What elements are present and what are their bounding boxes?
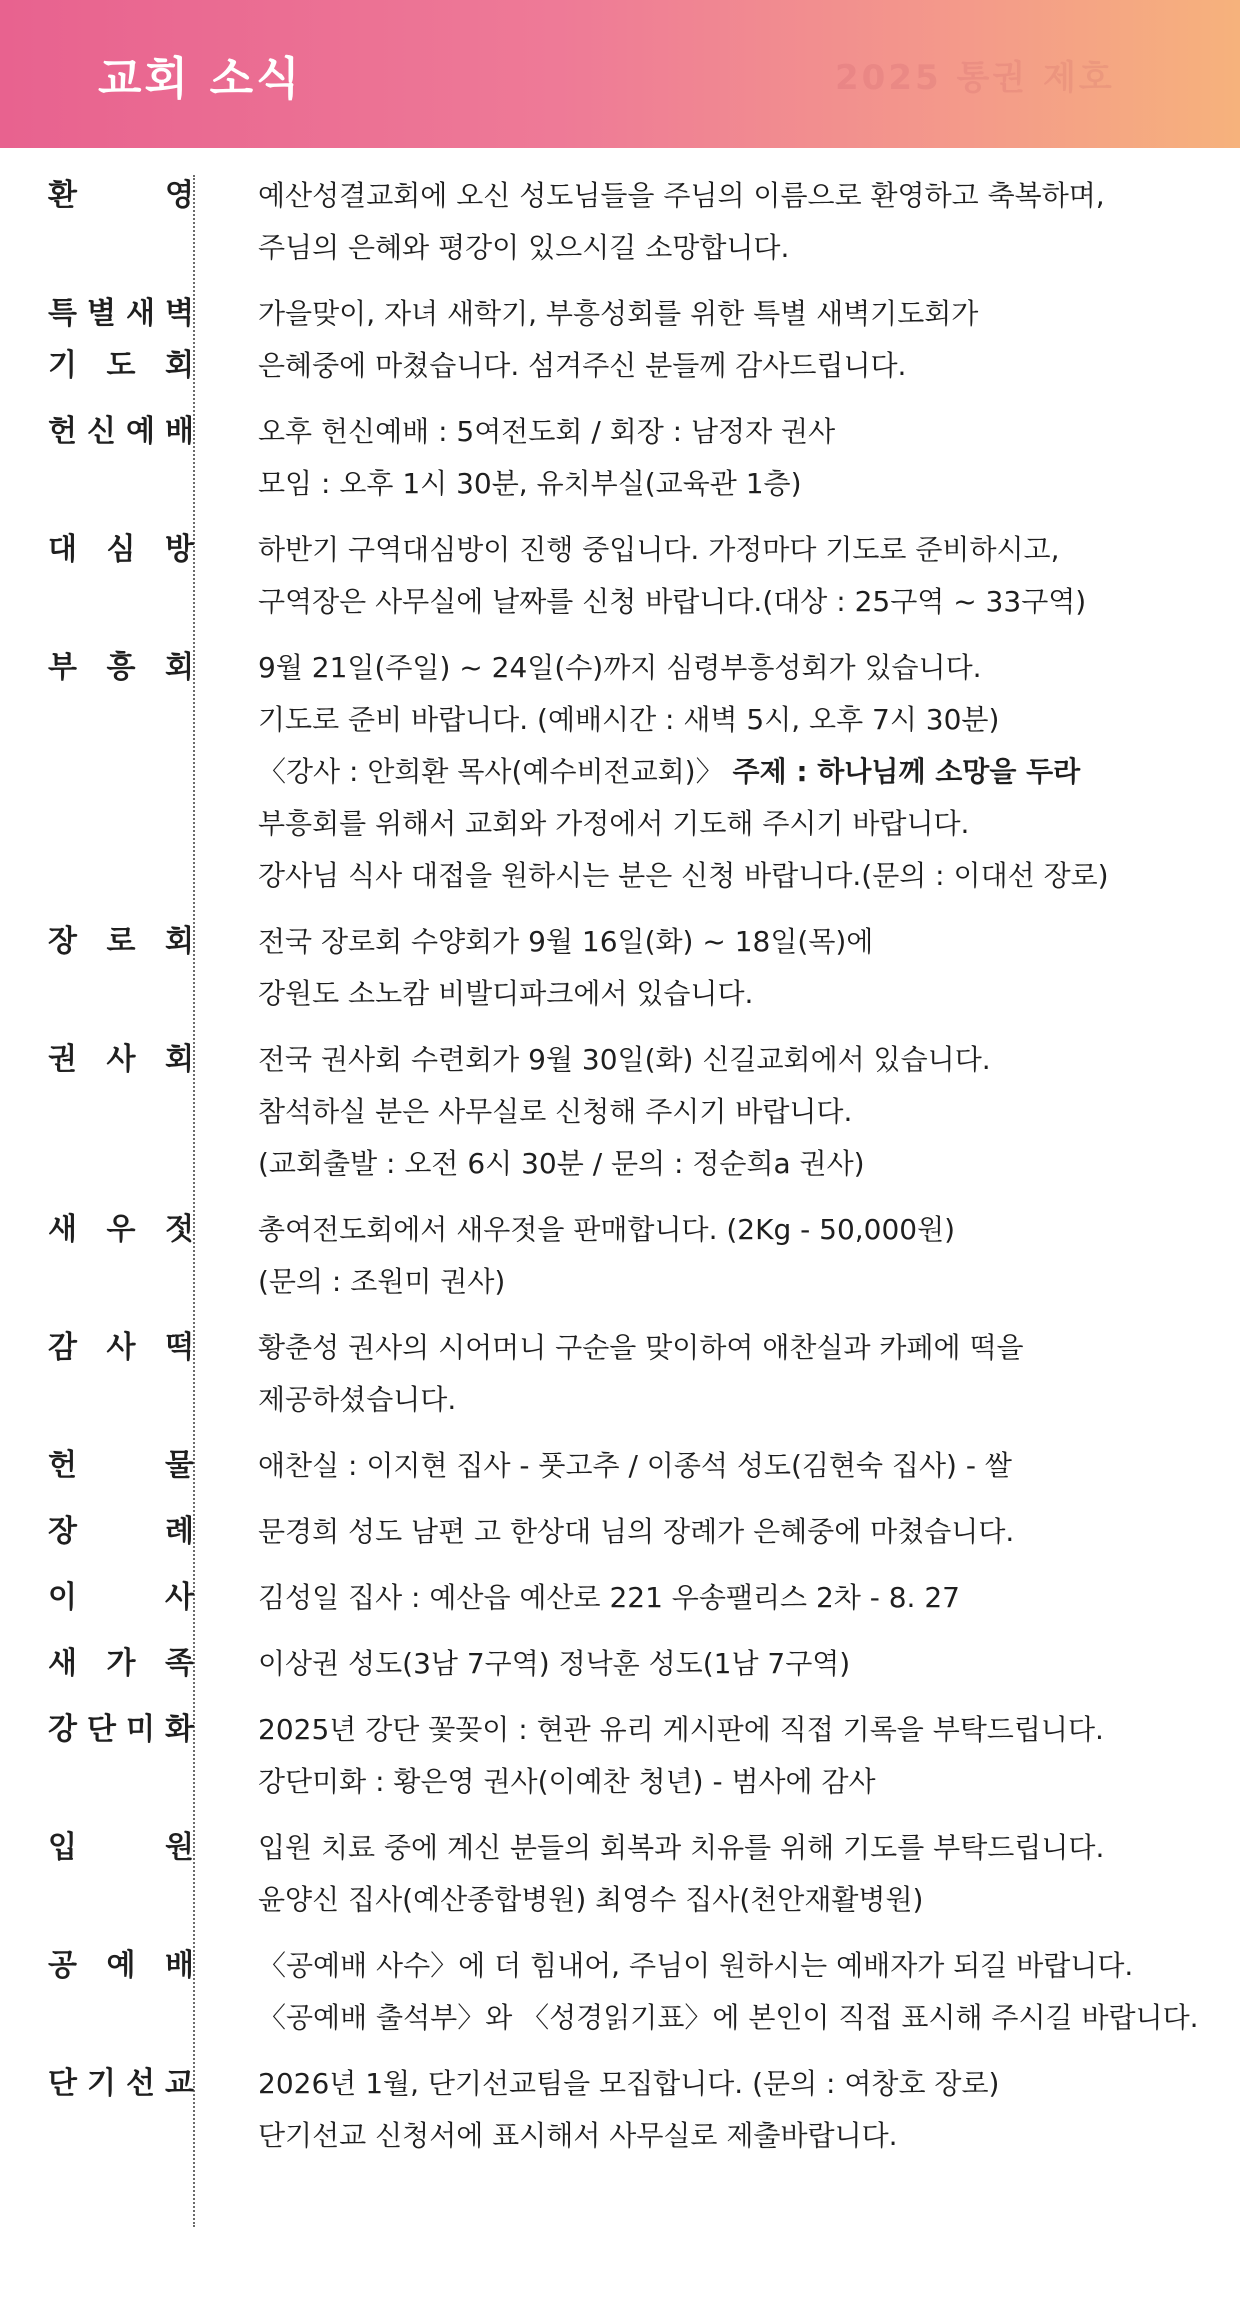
section-line: 참석하실 분은 사무실로 신청해 주시기 바랍니다. bbox=[258, 1095, 853, 1128]
label-char: 벽 bbox=[165, 296, 194, 331]
section-dedication-service bbox=[0, 406, 1240, 510]
label-char: 사 bbox=[106, 1330, 136, 1365]
section-line: 모임 : 오후 1시 30분, 유치부실(교육관 1층) bbox=[258, 467, 802, 500]
label-char: 족 bbox=[165, 1646, 194, 1681]
label-char: 권 bbox=[48, 1042, 77, 1077]
label-char: 예 bbox=[126, 414, 155, 449]
section-salted-shrimp bbox=[0, 1204, 1240, 1308]
label-char: 부 bbox=[48, 650, 77, 685]
label-char: 화 bbox=[165, 1712, 194, 1747]
label-char: 단 bbox=[48, 2066, 77, 2101]
section-body bbox=[258, 1204, 1218, 1308]
section-label bbox=[48, 2058, 194, 2162]
section-line: 황춘성 권사의 시어머니 구순을 맞이하여 애찬실과 카페에 떡을 bbox=[258, 1331, 1024, 1364]
section-label bbox=[48, 524, 194, 628]
section-label bbox=[48, 1704, 194, 1808]
section-offerings-in-kind bbox=[0, 1440, 1240, 1492]
section-line: 2025년 강단 꽃꽂이 : 현관 유리 게시판에 직접 기록을 부탁드립니다. bbox=[258, 1713, 1104, 1746]
header-watermark: 2025 통권 제호 bbox=[835, 58, 1115, 98]
section-line: 윤양신 집사(예산종합병원) 최영수 집사(천안재활병원) bbox=[258, 1883, 924, 1916]
section-label bbox=[48, 642, 194, 902]
label-char: 강 bbox=[48, 1712, 77, 1747]
label-char: 새 bbox=[126, 296, 155, 331]
page-title: 교회 소식 bbox=[98, 52, 303, 105]
label-char: 사 bbox=[106, 1042, 136, 1077]
label-char: 흥 bbox=[106, 650, 136, 685]
label-char: 헌 bbox=[48, 1448, 77, 1483]
section-line: 강단미화 : 황은영 권사(이예찬 청년) - 범사에 감사 bbox=[258, 1765, 876, 1798]
section-line bbox=[258, 746, 1218, 798]
section-body bbox=[258, 288, 1218, 392]
section-body bbox=[258, 916, 1218, 1020]
label-char: 사 bbox=[165, 1580, 194, 1615]
section-line: 강사님 식사 대접을 원하시는 분은 신청 바랍니다.(문의 : 이대선 장로) bbox=[258, 859, 1109, 892]
section-public-worship bbox=[0, 1940, 1240, 2044]
section-body bbox=[258, 2058, 1218, 2162]
label-char: 입 bbox=[48, 1830, 77, 1865]
section-line: 총여전도회에서 새우젓을 판매합니다. (2Kg - 50,000원) bbox=[258, 1213, 956, 1246]
label-char: 이 bbox=[48, 1580, 77, 1615]
section-line: 은혜중에 마쳤습니다. 섬겨주신 분들께 감사드립니다. bbox=[258, 349, 907, 382]
section-line: 〈공예배 사수〉에 더 힘내어, 주님이 원하시는 예배자가 되길 바랍니다. bbox=[258, 1949, 1134, 1982]
label-char: 배 bbox=[165, 1948, 194, 1983]
section-short-term-mission bbox=[0, 2058, 1240, 2162]
section-body bbox=[258, 406, 1218, 510]
label-char: 회 bbox=[165, 650, 194, 685]
section-line: 예산성결교회에 오신 성도님들을 주님의 이름으로 환영하고 축복하며, bbox=[258, 179, 1105, 212]
label-char: 새 bbox=[48, 1212, 77, 1247]
section-label bbox=[48, 406, 194, 510]
section-label bbox=[48, 1572, 194, 1624]
label-char: 예 bbox=[106, 1948, 136, 1983]
label-char: 방 bbox=[165, 532, 194, 567]
section-line: 기도로 준비 바랍니다. (예배시간 : 새벽 5시, 오후 7시 30분) bbox=[258, 703, 1000, 736]
section-body bbox=[258, 524, 1218, 628]
label-char: 신 bbox=[87, 414, 116, 449]
label-char: 회 bbox=[165, 1042, 194, 1077]
label-char: 젓 bbox=[165, 1212, 194, 1247]
speaker-text: 〈강사 : 안희환 목사(예수비전교회)〉 bbox=[258, 755, 733, 788]
section-deaconess-association bbox=[0, 1034, 1240, 1190]
label-char: 물 bbox=[165, 1448, 194, 1483]
section-new-family bbox=[0, 1638, 1240, 1690]
section-pastoral-visit bbox=[0, 524, 1240, 628]
label-char: 새 bbox=[48, 1646, 77, 1681]
section-body bbox=[258, 1704, 1218, 1808]
label-char: 떡 bbox=[165, 1330, 194, 1365]
section-label bbox=[48, 1506, 194, 1558]
label-char: 배 bbox=[165, 414, 194, 449]
label-char: 기 bbox=[48, 348, 77, 383]
announcement-list bbox=[0, 170, 1240, 2162]
section-body bbox=[258, 1572, 1218, 1624]
section-label bbox=[48, 288, 194, 392]
revival-theme: 주제 : 하나님께 소망을 두라 bbox=[732, 755, 1081, 788]
section-altar-flowers bbox=[0, 1704, 1240, 1808]
label-char: 별 bbox=[87, 296, 116, 331]
section-elders-association bbox=[0, 916, 1240, 1020]
section-revival-meeting bbox=[0, 642, 1240, 902]
label-char: 장 bbox=[48, 924, 77, 959]
label-char: 단 bbox=[87, 1712, 116, 1747]
section-line: 제공하셨습니다. bbox=[258, 1383, 457, 1416]
section-line: 오후 헌신예배 : 5여전도회 / 회장 : 남정자 권사 bbox=[258, 415, 836, 448]
section-hospitalized bbox=[0, 1822, 1240, 1926]
label-char: 로 bbox=[106, 924, 136, 959]
section-label bbox=[48, 916, 194, 1020]
section-label bbox=[48, 1034, 194, 1190]
section-line: 2026년 1월, 단기선교팀을 모집합니다. (문의 : 여창호 장로) bbox=[258, 2067, 1000, 2100]
section-line: 단기선교 신청서에 표시해서 사무실로 제출바랍니다. bbox=[258, 2119, 898, 2152]
label-char: 헌 bbox=[48, 414, 77, 449]
section-body bbox=[258, 1940, 1218, 2044]
section-line: (교회출발 : 오전 6시 30분 / 문의 : 정순희a 권사) bbox=[258, 1147, 865, 1180]
section-body bbox=[258, 1440, 1218, 1492]
section-line: 9월 21일(주일) ~ 24일(수)까지 심령부흥성회가 있습니다. bbox=[258, 651, 982, 684]
section-label bbox=[48, 1940, 194, 2044]
label-char: 가 bbox=[106, 1646, 136, 1681]
section-line: 입원 치료 중에 계신 분들의 회복과 치유를 위해 기도를 부탁드립니다. bbox=[258, 1831, 1105, 1864]
section-line: (문의 : 조원미 권사) bbox=[258, 1265, 506, 1298]
section-line: 이상권 성도(3남 7구역) 정낙훈 성도(1남 7구역) bbox=[258, 1647, 851, 1680]
label-char: 기 bbox=[87, 2066, 116, 2101]
section-line: 하반기 구역대심방이 진행 중입니다. 가정마다 기도로 준비하시고, bbox=[258, 533, 1060, 566]
section-label bbox=[48, 170, 194, 274]
section-funeral bbox=[0, 1506, 1240, 1558]
label-char: 원 bbox=[165, 1830, 194, 1865]
label-char: 심 bbox=[106, 532, 136, 567]
section-line: 문경희 성도 남편 고 한상대 님의 장례가 은혜중에 마쳤습니다. bbox=[258, 1515, 1015, 1548]
label-char: 우 bbox=[106, 1212, 136, 1247]
section-thanksgiving-rice-cake bbox=[0, 1322, 1240, 1426]
section-body bbox=[258, 170, 1218, 274]
label-char: 도 bbox=[106, 348, 136, 383]
section-label bbox=[48, 1322, 194, 1426]
section-body bbox=[258, 1322, 1218, 1426]
label-char: 선 bbox=[126, 2066, 155, 2101]
section-label bbox=[48, 1204, 194, 1308]
section-welcome bbox=[0, 170, 1240, 274]
label-char: 감 bbox=[48, 1330, 77, 1365]
section-line: 강원도 소노캄 비발디파크에서 있습니다. bbox=[258, 977, 754, 1010]
section-label bbox=[48, 1638, 194, 1690]
label-char: 례 bbox=[165, 1514, 194, 1549]
section-body bbox=[258, 642, 1218, 902]
section-line: 전국 장로회 수양회가 9월 16일(화) ~ 18일(목)에 bbox=[258, 925, 874, 958]
label-char: 영 bbox=[165, 178, 194, 213]
label-char: 환 bbox=[48, 178, 77, 213]
section-body bbox=[258, 1506, 1218, 1558]
section-line: 구역장은 사무실에 날짜를 신청 바랍니다.(대상 : 25구역 ~ 33구역) bbox=[258, 585, 1087, 618]
page-header bbox=[0, 0, 1240, 148]
section-special-dawn-prayer bbox=[0, 288, 1240, 392]
label-char: 회 bbox=[165, 348, 194, 383]
label-char: 장 bbox=[48, 1514, 77, 1549]
section-label bbox=[48, 1440, 194, 1492]
section-body bbox=[258, 1034, 1218, 1190]
section-moving bbox=[0, 1572, 1240, 1624]
label-char: 공 bbox=[48, 1948, 77, 1983]
section-line: 〈공예배 출석부〉와 〈성경읽기표〉에 본인이 직접 표시해 주시길 바랍니다. bbox=[258, 2001, 1199, 2034]
label-char: 미 bbox=[126, 1712, 155, 1747]
section-line: 부흥회를 위해서 교회와 가정에서 기도해 주시기 바랍니다. bbox=[258, 807, 970, 840]
label-char: 교 bbox=[165, 2066, 194, 2101]
section-line: 전국 권사회 수련회가 9월 30일(화) 신길교회에서 있습니다. bbox=[258, 1043, 991, 1076]
label-char: 회 bbox=[165, 924, 194, 959]
label-char: 대 bbox=[48, 532, 77, 567]
section-body bbox=[258, 1638, 1218, 1690]
section-line: 애찬실 : 이지현 집사 - 풋고추 / 이종석 성도(김현숙 집사) - 쌀 bbox=[258, 1449, 1012, 1482]
section-line: 주님의 은혜와 평강이 있으시길 소망합니다. bbox=[258, 231, 790, 264]
section-line: 가을맞이, 자녀 새학기, 부흥성회를 위한 특별 새벽기도회가 bbox=[258, 297, 979, 330]
section-line: 김성일 집사 : 예산읍 예산로 221 우송팰리스 2차 - 8. 27 bbox=[258, 1581, 960, 1614]
section-label bbox=[48, 1822, 194, 1926]
section-body bbox=[258, 1822, 1218, 1926]
label-char: 특 bbox=[48, 296, 77, 331]
